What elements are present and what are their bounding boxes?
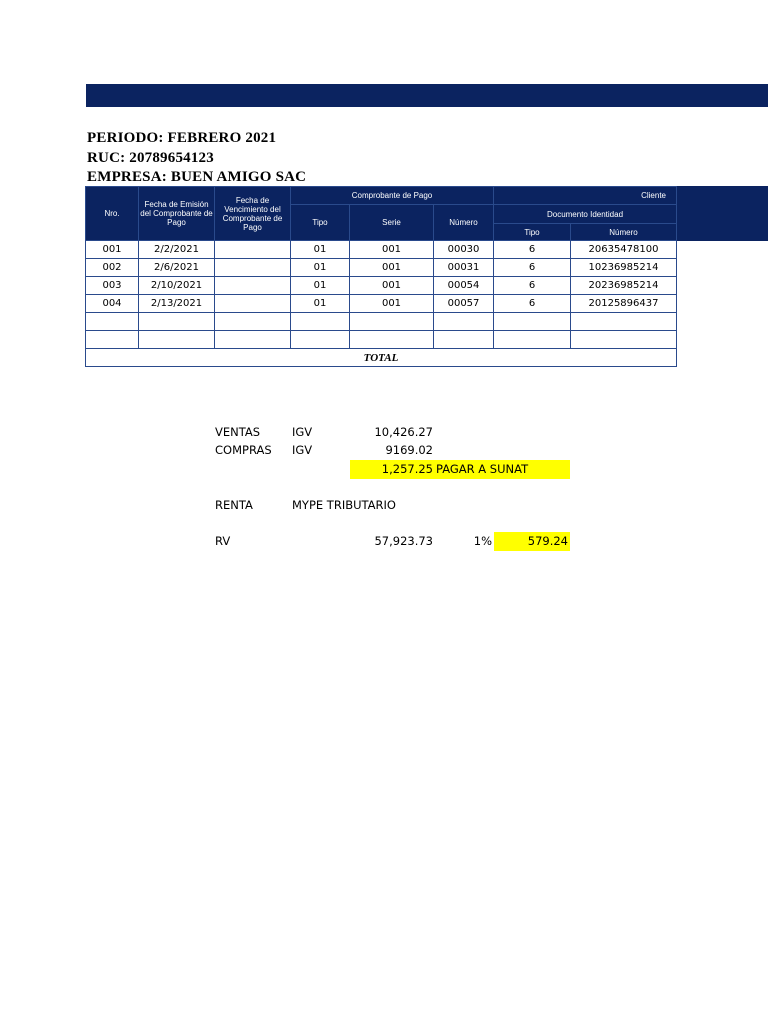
table-row <box>86 295 677 313</box>
cell-serie: 001 <box>350 295 434 313</box>
total-label: TOTAL <box>86 349 677 367</box>
cell-fecha: 2/13/2021 <box>139 295 215 313</box>
rv-value: 57,923.73 <box>374 534 433 548</box>
total-row <box>86 349 677 367</box>
ventas-label: VENTAS <box>215 425 261 439</box>
cell-doc-tipo: 6 <box>494 259 571 277</box>
cell-tipo: 01 <box>291 295 350 313</box>
documento-group-header: Documento Identidad <box>494 205 677 224</box>
compras-igv-value: 9169.02 <box>385 443 433 457</box>
empresa-heading: EMPRESA: BUEN AMIGO SAC <box>87 169 307 185</box>
rv-rate: 1% <box>473 534 492 548</box>
ventas-tax-label: IGV <box>292 425 313 439</box>
table-row <box>86 241 677 259</box>
cell-serie: 001 <box>350 259 434 277</box>
cell-numero: 00054 <box>434 277 494 295</box>
cell-numero: 00030 <box>434 241 494 259</box>
cell-numero: 00057 <box>434 295 494 313</box>
compras-label: COMPRAS <box>215 443 272 457</box>
col-doc-numero-header: Número <box>571 224 677 241</box>
cell-doc-tipo: 6 <box>494 295 571 313</box>
cell-fecha: 2/6/2021 <box>139 259 215 277</box>
cell-doc-tipo: 6 <box>494 241 571 259</box>
col-tipo-header: Tipo <box>291 205 350 241</box>
col-doc-tipo-header: Tipo <box>494 224 571 241</box>
cell-nro: 002 <box>86 259 139 277</box>
col-serie-header: Serie <box>350 205 434 241</box>
ruc-heading: RUC: 20789654123 <box>87 150 214 166</box>
col-fecha-emision-header: Fecha de Emisión del Comprobante de Pago <box>139 187 215 241</box>
cell-nro: 001 <box>86 241 139 259</box>
rv-result-value: 579.24 <box>527 534 568 548</box>
comprobante-group-header: Comprobante de Pago <box>291 187 494 205</box>
periodo-heading: PERIODO: FEBRERO 2021 <box>87 130 277 146</box>
cell-serie: 001 <box>350 241 434 259</box>
cell-venc <box>215 259 291 277</box>
renta-regime: MYPE TRIBUTARIO <box>292 498 396 512</box>
cell-doc-numero: 20125896437 <box>571 295 677 313</box>
empty-row <box>86 313 677 331</box>
compras-tax-label: IGV <box>292 443 313 457</box>
cell-nro: 004 <box>86 295 139 313</box>
ventas-igv-value: 10,426.27 <box>374 425 433 439</box>
title-banner <box>86 84 768 107</box>
cell-nro: 003 <box>86 277 139 295</box>
cell-tipo: 01 <box>291 241 350 259</box>
cell-tipo: 01 <box>291 259 350 277</box>
cell-venc <box>215 295 291 313</box>
cell-doc-numero: 10236985214 <box>571 259 677 277</box>
cell-fecha: 2/2/2021 <box>139 241 215 259</box>
cell-doc-tipo: 6 <box>494 277 571 295</box>
cell-venc <box>215 241 291 259</box>
cliente-header-extension <box>676 186 768 241</box>
renta-label: RENTA <box>215 498 253 512</box>
cell-tipo: 01 <box>291 277 350 295</box>
cell-serie: 001 <box>350 277 434 295</box>
empty-row <box>86 331 677 349</box>
col-fecha-vencimiento-header: Fecha de Vencimiento del Comprobante de Pago <box>215 187 291 241</box>
table-row <box>86 259 677 277</box>
cell-venc <box>215 277 291 295</box>
pagar-sunat-label: PAGAR A SUNAT <box>436 462 529 476</box>
pagar-sunat-value: 1,257.25 <box>381 462 433 476</box>
cell-fecha: 2/10/2021 <box>139 277 215 295</box>
cell-doc-numero: 20236985214 <box>571 277 677 295</box>
cell-numero: 00031 <box>434 259 494 277</box>
rv-label: RV <box>215 534 231 548</box>
cell-doc-numero: 20635478100 <box>571 241 677 259</box>
col-nro-header: Nro. <box>86 187 139 241</box>
cliente-group-header: Cliente <box>494 187 677 205</box>
table-row <box>86 277 677 295</box>
registro-ventas-table <box>85 186 677 367</box>
col-numero-header: Número <box>434 205 494 241</box>
